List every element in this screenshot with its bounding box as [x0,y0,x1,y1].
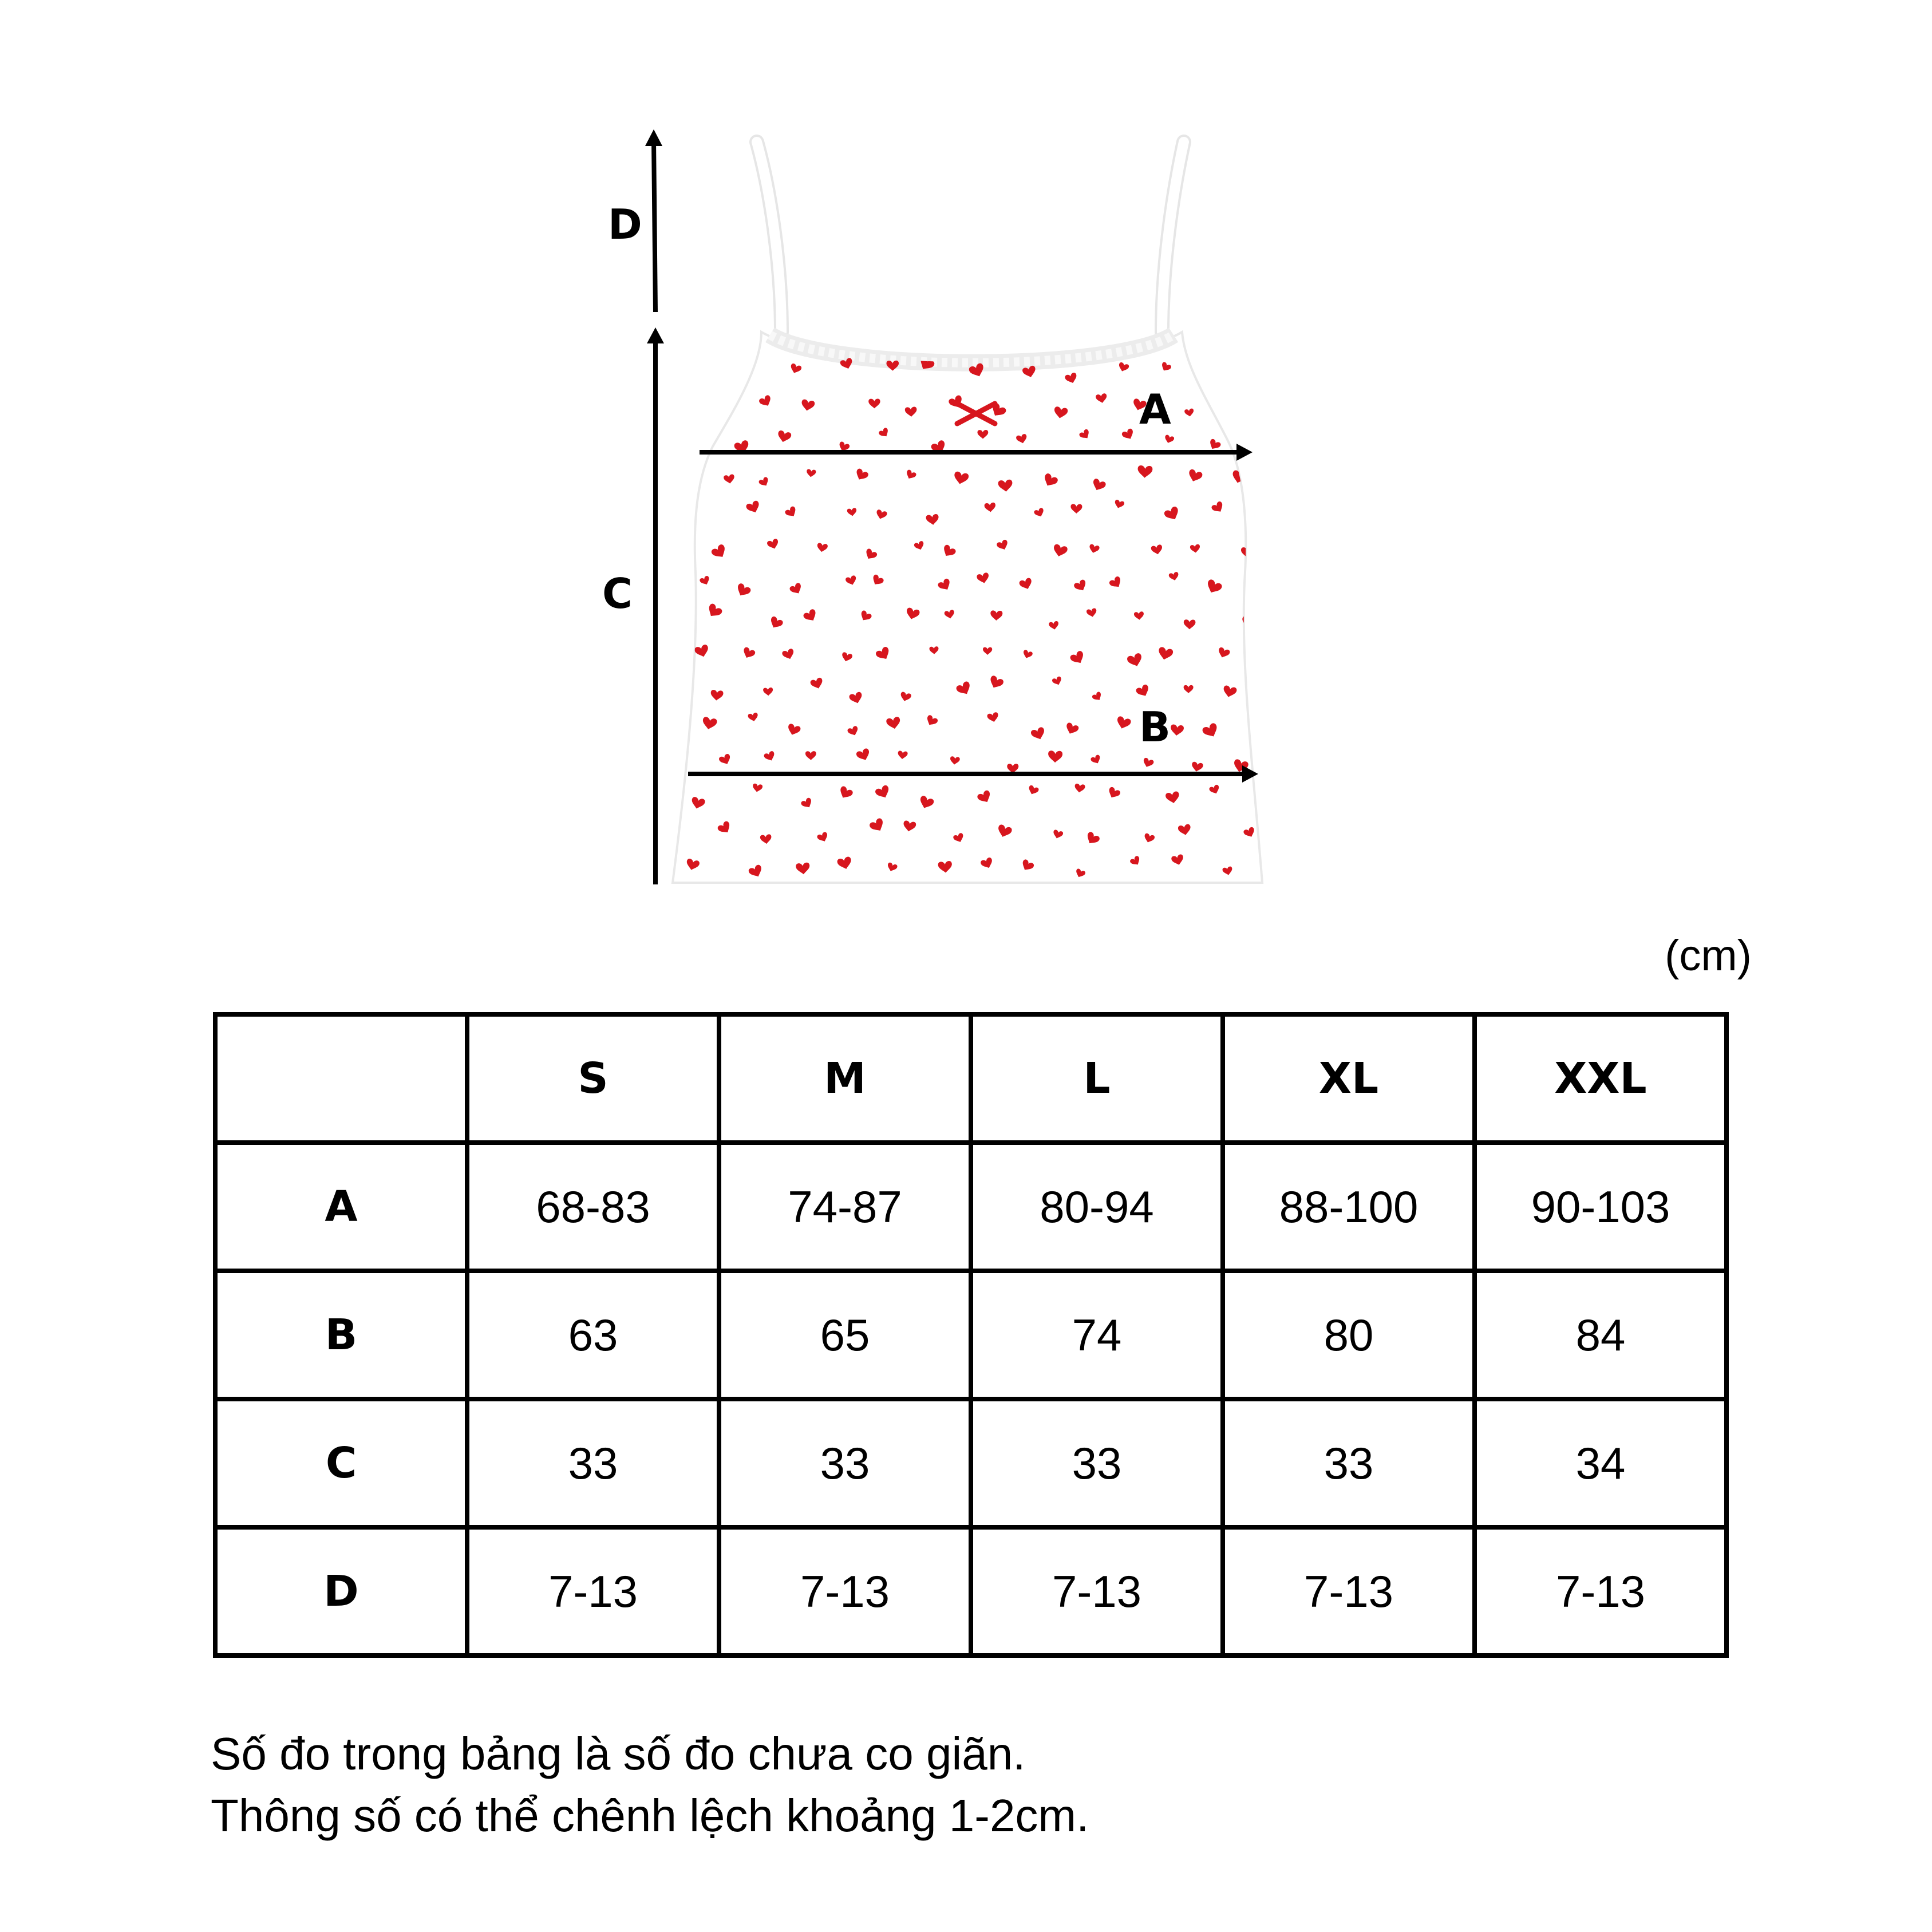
header-cell-xl: XL [1223,1014,1475,1143]
table-cell: 7-13 [467,1527,719,1656]
table-cell: 7-13 [1223,1527,1475,1656]
table-cell: 33 [467,1399,719,1527]
row-label: D [215,1527,467,1656]
dimension-label-c: C [602,570,633,618]
table-cell: 7-13 [1475,1527,1726,1656]
header-cell-xxl: XXL [1475,1014,1726,1143]
table-cell: 90-103 [1475,1143,1726,1271]
table-cell: 74 [971,1271,1223,1399]
heart-icon [1234,398,1247,410]
heart-icon [739,364,751,376]
size-chart-table [213,1012,1729,1658]
unit-label: (cm) [1665,931,1752,980]
header-cell-l: L [971,1014,1223,1143]
measurement-diagram [0,0,1932,893]
table-header-row [215,1014,1726,1143]
heart-icon [1207,370,1221,384]
table-cell: 33 [971,1399,1223,1527]
heart-icon [696,366,708,377]
table-row [215,1271,1726,1399]
row-label: C [215,1399,467,1527]
table-cell: 7-13 [719,1527,971,1656]
table-row [215,1527,1726,1656]
table-cell: 33 [719,1399,971,1527]
table-cell: 33 [1223,1399,1475,1527]
table-cell: 68-83 [467,1143,719,1271]
header-cell-m: M [719,1014,971,1143]
note-tolerance: Thông số có thể chênh lệch khoảng 1-2cm. [211,1790,1089,1841]
table-cell: 34 [1475,1399,1726,1527]
table-cell: 7-13 [971,1527,1223,1656]
table-cell: 74-87 [719,1143,971,1271]
heart-icon [718,398,733,412]
table-cell: 63 [467,1271,719,1399]
table-cell: 65 [719,1271,971,1399]
dimension-label-a: A [1139,385,1171,433]
table-cell: 88-100 [1223,1143,1475,1271]
dimension-label-d: D [608,200,642,248]
table-cell: 80-94 [971,1143,1223,1271]
note-unstretched: Số đo trong bảng là số đo chưa co giãn. [211,1728,1026,1779]
table-cell: 80 [1223,1271,1475,1399]
table-cell: 84 [1475,1271,1726,1399]
row-label: A [215,1143,467,1271]
camisole-illustration [673,142,1262,883]
header-cell-s: S [467,1014,719,1143]
table-row [215,1399,1726,1527]
header-cell-empty [215,1014,467,1143]
dimension-d-arrow [654,140,655,312]
table-row [215,1143,1726,1271]
dimension-label-b: B [1139,703,1171,751]
row-label: B [215,1271,467,1399]
